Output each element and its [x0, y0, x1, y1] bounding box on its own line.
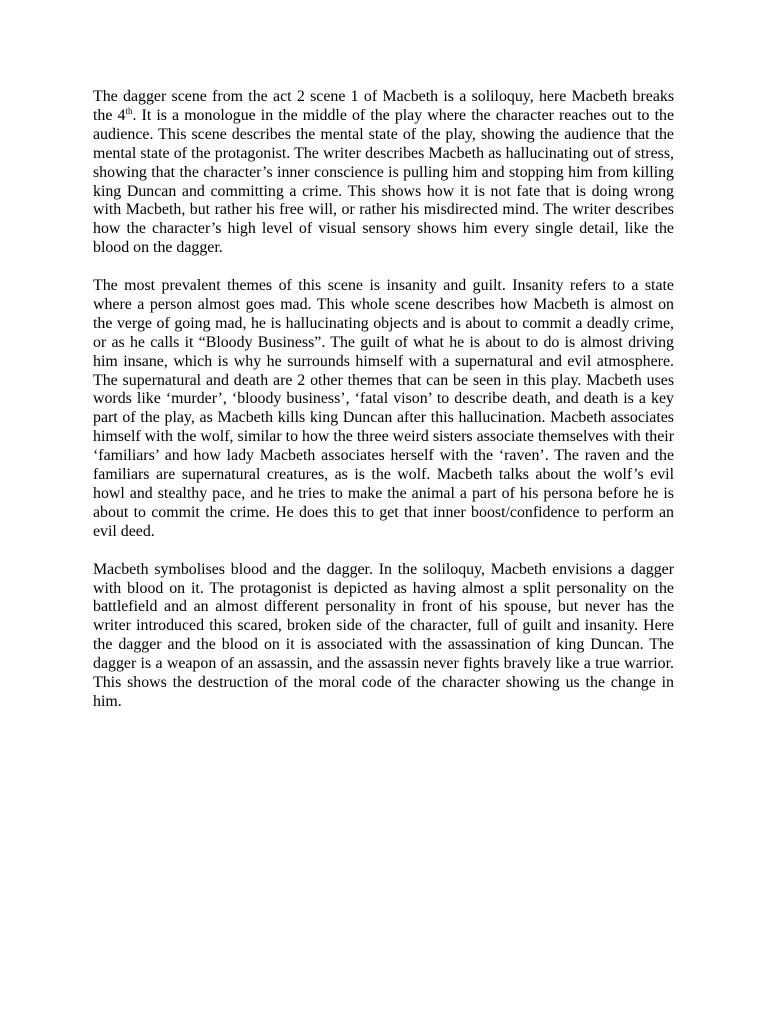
paragraph-1-text-end: . It is a monologue in the middle of the play where the character reaches out to the audience. This scene describes the mental state of the play, showing the audience that the mental state of the protagonist. The writer describes Macbeth as hallucinating out of stress, showing that the character’s inner conscience is pulling him and stopping him from killing king Duncan and committing a crime. This shows how it is not fate that is doing wrong with Macbeth, but rather his free will, or rather his misdirected mind. The writer describes how the character’s high level of visual sensory shows him every single detail, like the blood on the dagger.	[93, 106, 675, 257]
paragraph-1-text-start: The dagger scene from the act 2 scene 1 of Macbeth is a soliloquy, here Macbeth breaks the 4	[93, 88, 674, 124]
paragraph-1	[93, 88, 674, 258]
ordinal-superscript: th	[125, 105, 133, 116]
paragraph-2: The most prevalent themes of this scene is insanity and guilt. Insanity refers to a state where a person almost goes mad. This whole scene describes how Macbeth is almost on the verge of going mad, he is hallucinating objects and is about to commit a deadly crime, or as he calls it “Bloody Business”. The guilt of what he is about to do is almost driving him insane, which is why he surrounds himself with a supernatural and evil atmosphere. The supernatural and death are 2 other themes that can be seen in this play. Macbeth uses words like ‘murder’, ‘bloody business’, ‘fatal vison’ to describe death, and death is a key part of the play, as Macbeth kills king Duncan after this hallucination. Macbeth associates himself with the wolf, similar to how the three weird sisters associate themselves with their ‘familiars’ and how lady Macbeth associates herself with the ‘raven’. The raven and the familiars are supernatural creatures, as is the wolf. Macbeth talks about the wolf’s evil howl and stealthy pace, and he tries to make the animal a part of his persona before he is about to commit the crime. He does this to get that inner boost/confidence to perform an evil deed.	[93, 277, 674, 540]
paragraph-3: Macbeth symbolises blood and the dagger. In the soliloquy, Macbeth envisions a dagger with blood on it. The protagonist is depicted as having almost a split personality on the battlefield and an almost different personality in front of his spouse, but never has the writer introduced this scared, broken side of the character, full of guilt and insanity. Here the dagger and the blood on it is associated with the assassination of king Duncan. The dagger is a weapon of an assassin, and the assassin never fights bravely like a true warrior. This shows the destruction of the moral code of the character showing us the change in him.	[93, 560, 674, 710]
document-body	[93, 88, 674, 731]
